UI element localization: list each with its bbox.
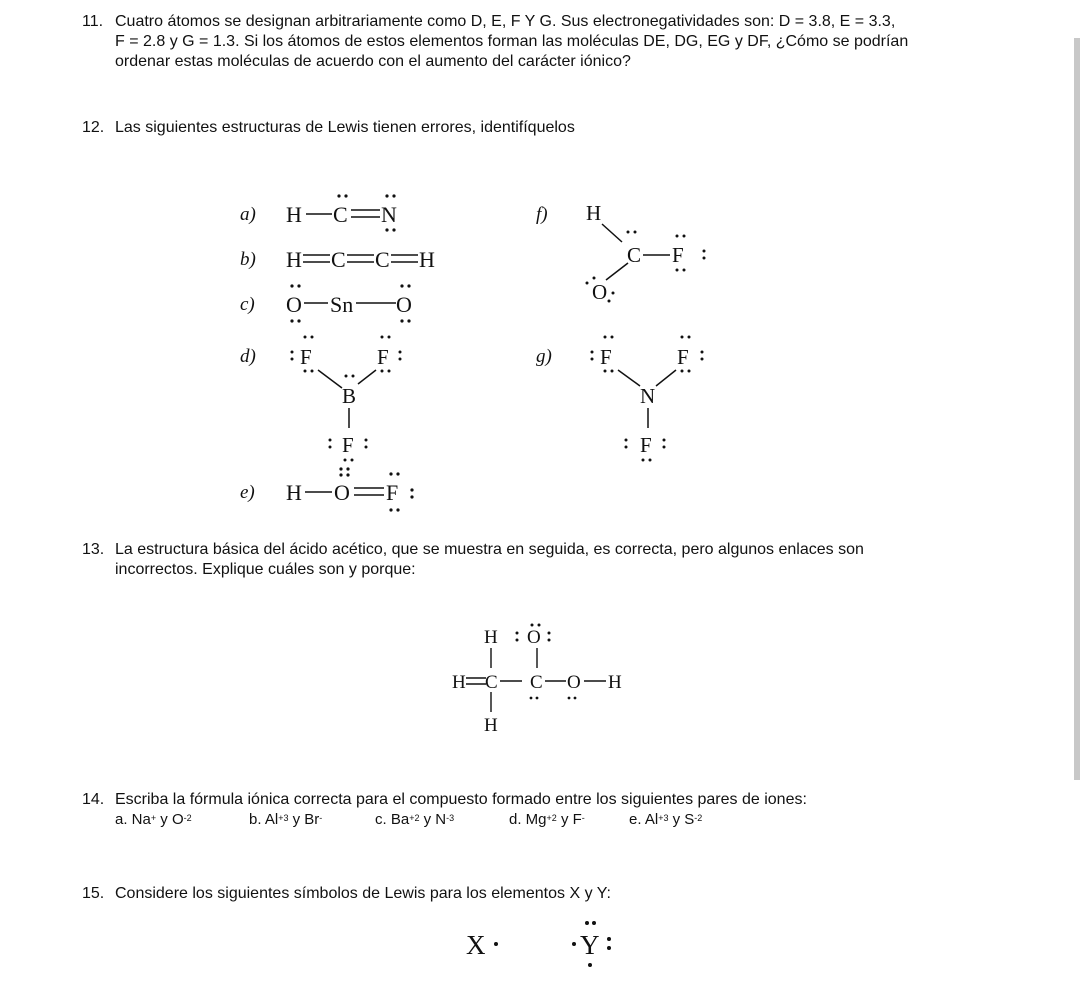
svg-text:C: C xyxy=(333,202,348,227)
structure-d xyxy=(291,336,402,462)
svg-text:F: F xyxy=(386,480,399,505)
structure-f xyxy=(586,201,706,304)
structure-c xyxy=(286,284,412,322)
svg-text:H: H xyxy=(286,247,302,272)
svg-text:F: F xyxy=(640,433,652,457)
structure-label-d: d) xyxy=(240,346,256,367)
symbol-y: Y xyxy=(580,930,600,960)
svg-text:H: H xyxy=(586,201,602,225)
svg-text:C: C xyxy=(375,247,390,272)
svg-text:C: C xyxy=(485,672,498,693)
structure-label-c: c) xyxy=(240,294,255,315)
svg-text:N: N xyxy=(381,202,397,227)
question-number: 12. xyxy=(82,119,105,136)
svg-text:O: O xyxy=(592,280,608,304)
svg-text:O: O xyxy=(286,292,302,317)
svg-text:B: B xyxy=(342,384,357,408)
question-text-line: ordenar estas moléculas de acuerdo con el aumento del carácter iónico? xyxy=(115,53,631,70)
svg-text:C: C xyxy=(530,672,543,693)
svg-text:H: H xyxy=(286,480,302,505)
question-number: 13. xyxy=(82,541,105,558)
svg-text:O: O xyxy=(527,627,541,648)
question-14 xyxy=(82,790,807,830)
structure-g xyxy=(591,336,704,462)
svg-text:H: H xyxy=(608,672,622,693)
svg-text:C: C xyxy=(331,247,346,272)
svg-text:F: F xyxy=(300,345,312,369)
question-text-line: La estructura básica del ácido acético, que se muestra en seguida, es correcta, pero algunos enlaces son xyxy=(115,541,864,558)
svg-text:O: O xyxy=(396,292,412,317)
structure-e xyxy=(286,467,414,511)
svg-text:F: F xyxy=(672,243,684,267)
svg-text:H: H xyxy=(286,202,302,227)
structure-label-b: b) xyxy=(240,249,256,270)
structure-label-a: a) xyxy=(240,204,256,225)
question-number: 14. xyxy=(82,791,105,808)
symbol-x: X xyxy=(466,930,486,960)
question-text-line: Cuatro átomos se designan arbitrariamente como D, E, F Y G. Sus electronegatividades son: D = 3.8, E = 3.3, xyxy=(115,13,896,30)
structure-label-g: g) xyxy=(536,346,552,367)
svg-text:F: F xyxy=(377,345,389,369)
svg-text:H: H xyxy=(484,627,498,648)
structure-b xyxy=(286,247,435,272)
ion-pair: e. $Al^{+3}$ y $S^{-2}$ xyxy=(629,811,703,828)
acetic-acid-structure xyxy=(452,624,622,737)
question-text: Las siguientes estructuras de Lewis tienen errores, identifíquelos xyxy=(115,119,575,136)
question-text: Escriba la fórmula iónica correcta para el compuesto formado entre los siguientes pares de iones: xyxy=(115,791,807,808)
svg-text:N: N xyxy=(640,384,656,408)
ion-pair: d. $Mg^{+2}$ y F- xyxy=(509,811,585,828)
ion-pairs xyxy=(82,810,807,830)
lewis-symbols xyxy=(466,921,611,967)
svg-text:O: O xyxy=(567,672,581,693)
ion-pair: b. $Al^{+3}$ y Br- xyxy=(249,811,323,828)
question-13 xyxy=(82,540,1042,580)
svg-text:H: H xyxy=(452,672,466,693)
svg-text:F: F xyxy=(342,433,354,457)
ion-pair: a. Na+ y $O^{-2}$ xyxy=(115,811,192,828)
question-text: Considere los siguientes símbolos de Lewis para los elementos X y Y: xyxy=(115,885,611,902)
question-text-line: F = 2.8 y G = 1.3. Si los átomos de estos elementos forman las moléculas DE, DG, EG y DF, ¿Cómo se podrían xyxy=(115,33,909,50)
svg-text:C: C xyxy=(627,243,642,267)
svg-text:F: F xyxy=(600,345,612,369)
question-text-line: incorrectos. Explique cuáles son y porque: xyxy=(115,561,416,578)
question-number: 15. xyxy=(82,885,105,902)
vertical-scrollbar[interactable] xyxy=(1074,38,1080,780)
structure-a xyxy=(286,194,397,231)
svg-text:H: H xyxy=(484,715,498,736)
ion-pair: c. $Ba^{+2}$ y $N^{-3}$ xyxy=(375,811,455,828)
structure-label-f: f) xyxy=(536,204,548,225)
question-number: 11. xyxy=(82,13,104,30)
svg-text:H: H xyxy=(419,247,435,272)
svg-text:O: O xyxy=(334,480,350,505)
svg-text:Sn: Sn xyxy=(330,292,354,317)
structure-label-e: e) xyxy=(240,482,255,503)
question-15 xyxy=(82,884,611,904)
svg-text:F: F xyxy=(677,345,689,369)
